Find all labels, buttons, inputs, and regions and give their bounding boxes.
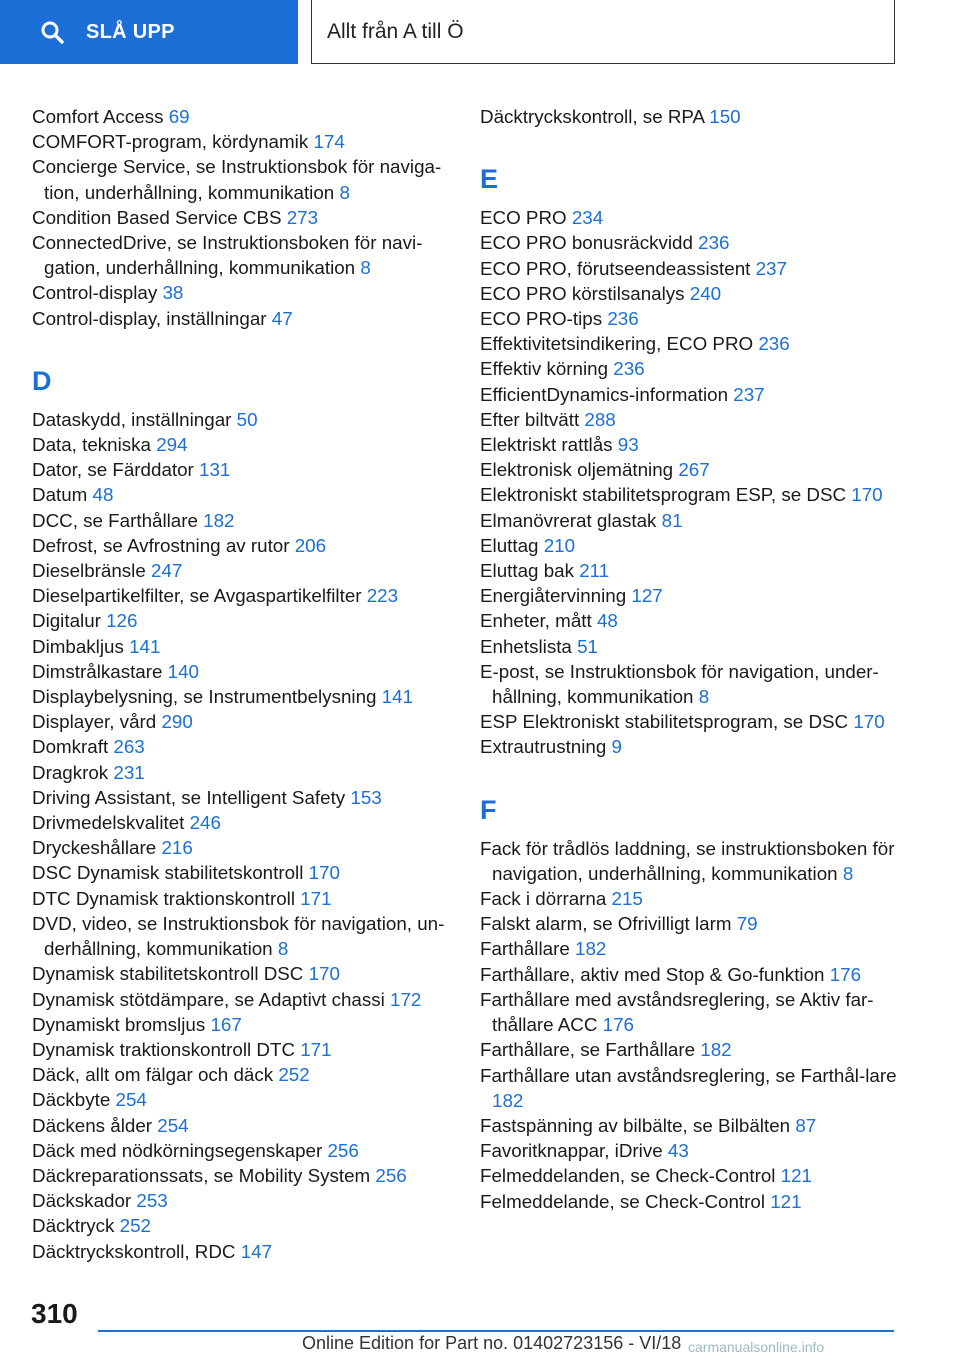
index-entry	[480, 1163, 900, 1188]
index-entry	[32, 432, 452, 457]
index-entry	[480, 281, 900, 306]
page-link[interactable]: 236	[758, 333, 790, 355]
index-entry	[480, 331, 900, 356]
index-entry	[480, 256, 900, 281]
page-link[interactable]: 79	[736, 913, 758, 935]
index-entry-text: Däcktryck	[32, 1215, 120, 1237]
index-entry-text: Elmanövrerat glastak	[480, 509, 662, 531]
index-entry-text: DSC Dynamisk stabilitetskontroll	[32, 862, 309, 884]
page-link[interactable]: 236	[698, 232, 730, 254]
page-link[interactable]: 50	[236, 408, 258, 430]
index-entry	[480, 457, 900, 482]
page-link[interactable]: 170	[853, 711, 885, 733]
page-link[interactable]: 182	[575, 938, 607, 960]
page-link[interactable]: 211	[579, 560, 610, 582]
index-entry	[32, 205, 452, 230]
page-link[interactable]: 121	[780, 1165, 812, 1187]
page-link[interactable]: 246	[189, 812, 221, 834]
page-link[interactable]: 237	[733, 383, 765, 405]
index-entry	[32, 154, 452, 204]
index-entry-text: Dryckeshållare	[32, 837, 162, 859]
index-entry	[32, 860, 452, 885]
index-entry-text: Falskt alarm, se Ofrivilligt larm	[480, 913, 737, 935]
page-link[interactable]: 127	[631, 585, 663, 607]
page-link[interactable]: 171	[300, 887, 332, 909]
index-entry	[32, 810, 452, 835]
index-entry-text: Däckbyte	[32, 1089, 116, 1111]
index-entry-text: Favoritknappar, iDrive	[480, 1140, 668, 1162]
page-link[interactable]: 174	[313, 131, 345, 153]
index-entry	[32, 734, 452, 759]
index-entry-text: Dimstrålkastare	[32, 660, 168, 682]
index-entry	[480, 205, 900, 230]
page-link[interactable]: 48	[92, 484, 114, 506]
index-entry	[480, 306, 900, 331]
index-entry	[32, 961, 452, 986]
index-entry	[32, 558, 452, 583]
page-link[interactable]: 290	[161, 711, 193, 733]
index-entry-text: Däcktryckskontroll, se RPA	[480, 106, 710, 127]
page-link[interactable]: 69	[168, 106, 190, 127]
index-entry	[480, 382, 900, 407]
index-entry-text: Felmeddelanden, se Check-Control	[480, 1165, 781, 1187]
page-link[interactable]: 126	[106, 610, 138, 632]
page-link[interactable]: 93	[617, 434, 639, 456]
watermark: carmanualsonline.info	[688, 1339, 825, 1355]
page-link[interactable]: 254	[157, 1114, 189, 1136]
page-link[interactable]: 216	[161, 837, 193, 859]
index-entry	[32, 482, 452, 507]
index-entry-text: DCC, se Farthållare	[32, 509, 204, 531]
index-entry	[32, 508, 452, 533]
page-link[interactable]: 182	[203, 509, 235, 531]
search-button[interactable]	[0, 0, 298, 64]
page-link[interactable]: 51	[577, 635, 598, 657]
index-entry-text: Displaybelysning, se Instrumentbelysning	[32, 686, 382, 708]
page-link[interactable]: 176	[602, 1014, 634, 1036]
page-link[interactable]: 140	[167, 660, 200, 682]
index-entry	[480, 356, 900, 381]
index-entry-text: Data, tekniska	[32, 434, 157, 456]
index-entry-text: Effektiv körning	[480, 358, 614, 380]
index-entry	[480, 1113, 900, 1138]
index-entry	[480, 634, 900, 659]
index-entry	[480, 533, 900, 558]
index-entry	[32, 785, 452, 810]
page-link[interactable]: 8	[698, 686, 710, 708]
index-entry	[32, 1037, 452, 1062]
index-entry	[32, 280, 452, 305]
index-entry-text: Farthållare, se Farthållare	[480, 1039, 701, 1061]
index-entry	[32, 306, 452, 331]
index-entry	[32, 230, 452, 280]
index-entry-text: Dynamiskt bromsljus	[32, 1013, 211, 1035]
page-link[interactable]: 8	[842, 862, 854, 884]
index-entry-text: DVD, video, se Instruktionsbok för navigation, un-derhållning, kommunikation	[32, 912, 445, 960]
index-entry	[480, 987, 900, 1037]
index-entry-text: ECO PRO, förutseendeassistent	[480, 257, 756, 279]
page-link[interactable]: 253	[136, 1190, 168, 1212]
page-link[interactable]: 273	[286, 206, 319, 228]
index-entry	[480, 659, 900, 709]
index-entry-text: Dynamisk stabilitetskontroll DSC	[32, 963, 309, 985]
page-title: Allt från A till Ö	[311, 0, 895, 64]
index-entry	[32, 583, 452, 608]
index-entry-text: Eluttag bak	[480, 560, 580, 582]
search-icon	[40, 20, 64, 44]
page-link[interactable]: 267	[678, 459, 710, 481]
index-entry-text: Enhetslista	[480, 635, 578, 657]
index-entry	[32, 1239, 452, 1264]
index-entry-text: ConnectedDrive, se Instruktionsboken för navi-gation, underhållning, kommunikation	[32, 232, 423, 279]
page-link[interactable]: 141	[129, 635, 161, 657]
page-link[interactable]: 153	[350, 786, 382, 808]
index-entry-text: Dynamisk stötdämpare, se Adaptivt chassi	[32, 988, 391, 1010]
page-link[interactable]: 236	[607, 308, 639, 330]
index-entry	[480, 1037, 900, 1062]
index-entry	[32, 1138, 452, 1163]
index-entry	[480, 911, 900, 936]
index-entry	[32, 659, 452, 684]
index-entry-text: COMFORT-program, kördynamik	[32, 131, 314, 153]
index-entry	[32, 1087, 452, 1112]
index-entry	[480, 432, 900, 457]
index-entry-text: Däckreparationssats, se Mobility System	[32, 1164, 376, 1186]
index-entry	[32, 835, 452, 860]
index-entry	[32, 1188, 452, 1213]
page-link[interactable]: 172	[390, 988, 422, 1010]
page-link[interactable]: 170	[308, 963, 340, 985]
page-link[interactable]: 252	[278, 1064, 310, 1086]
index-entry	[32, 104, 452, 129]
page-link[interactable]: 9	[611, 736, 622, 758]
index-entry	[480, 230, 900, 255]
index-entry-text: Däck, allt om fälgar och däck	[32, 1064, 279, 1086]
page-link[interactable]: 240	[689, 282, 722, 304]
index-entry	[480, 886, 900, 911]
index-entry	[32, 407, 452, 432]
section-letter: F	[480, 794, 497, 825]
index-entry-text: Elektroniskt stabilitetsprogram ESP, se DSC	[480, 484, 852, 506]
page-link[interactable]: 215	[611, 888, 643, 910]
page-link[interactable]: 171	[300, 1038, 332, 1060]
index-entry	[32, 1163, 452, 1188]
index-entry-text: Däckskador	[32, 1190, 137, 1212]
page-link[interactable]: 210	[543, 534, 576, 556]
page-link[interactable]: 182	[700, 1039, 732, 1061]
index-entry	[32, 1062, 452, 1087]
index-entry-text: Dynamisk traktionskontroll DTC	[32, 1038, 301, 1060]
index-entry	[480, 583, 900, 608]
index-entry	[32, 886, 452, 911]
index-entry-text: Domkraft	[32, 736, 114, 758]
index-entry	[480, 1138, 900, 1163]
index-entry-text: Extrautrustning	[480, 736, 612, 758]
index-entry	[32, 1213, 452, 1238]
page-link[interactable]: 256	[327, 1139, 359, 1161]
page-link[interactable]: 182	[492, 1089, 524, 1111]
section-letter: D	[32, 365, 52, 396]
index-entry	[32, 684, 452, 709]
page-link[interactable]: 150	[709, 106, 741, 127]
page-link[interactable]: 147	[240, 1240, 273, 1262]
index-entry	[32, 911, 452, 961]
page-link[interactable]: 121	[770, 1190, 802, 1212]
index-entry-text: Elektronisk oljemätning	[480, 459, 679, 481]
index-entry	[480, 558, 900, 583]
index-entry-text: Effektivitetsindikering, ECO PRO	[480, 333, 759, 355]
page-link[interactable]: 237	[755, 257, 787, 279]
index-entry-text: EfficientDynamics-information	[480, 383, 734, 405]
index-entry	[32, 457, 452, 482]
index-entry-text: Control-display, inställningar	[32, 307, 272, 329]
index-entry	[480, 936, 900, 961]
index-entry	[32, 129, 452, 154]
index-entry-text: Dieselpartikelfilter, se Avgaspartikelfilter	[32, 585, 367, 607]
page-link[interactable]: 47	[271, 307, 293, 329]
index-entry-text: ECO PRO körstilsanalys	[480, 282, 690, 304]
index-entry-text: E-post, se Instruktionsbok för navigation, under-hållning, kommunikation	[480, 660, 879, 708]
index-entry-text: ECO PRO bonusräckvidd	[480, 232, 699, 254]
page-link[interactable]: 87	[795, 1114, 817, 1136]
page-link[interactable]: 234	[571, 207, 604, 229]
index-entry-text: Däcktryckskontroll, RDC	[32, 1240, 241, 1262]
page-link[interactable]: 8	[339, 181, 350, 203]
index-entry	[480, 482, 900, 507]
index-entry-text: Fack för trådlös laddning, se instruktionsboken för navigation, underhållning, kommunikation	[480, 837, 895, 884]
index-entry-text: Farthållare med avståndsreglering, se Aktiv far-thållare ACC	[480, 988, 874, 1036]
index-entry-text: Efter biltvätt	[480, 408, 585, 430]
footer-edition: Online Edition for Part no. 01402723156 - VI/18	[302, 1333, 682, 1353]
page-link[interactable]: 167	[210, 1013, 242, 1035]
page-link[interactable]: 8	[360, 257, 371, 279]
page-link[interactable]: 141	[381, 686, 414, 708]
index-entry-text: Comfort Access	[32, 106, 169, 127]
index-entry-text: Fack i dörrarna	[480, 888, 612, 910]
page-link[interactable]: 176	[829, 963, 862, 985]
index-entry	[480, 962, 900, 987]
page-link[interactable]: 206	[294, 534, 327, 556]
index-entry	[32, 709, 452, 734]
index-entry	[32, 987, 452, 1012]
page-link[interactable]: 247	[151, 560, 183, 582]
index-entry-text: Control-display	[32, 282, 163, 304]
index-entry-text: Dimbakljus	[32, 635, 130, 657]
index-entry	[480, 836, 900, 886]
index-entry-text: Drivmedelskvalitet	[32, 812, 190, 834]
index-entry-text: Condition Based Service CBS	[32, 206, 287, 228]
index-entry-text: Energiåtervinning	[480, 585, 632, 607]
page-link[interactable]: 48	[596, 610, 618, 632]
index-entry-text: DTC Dynamisk traktionskontroll	[32, 887, 301, 909]
index-column-right	[480, 104, 900, 1214]
index-entry	[32, 634, 452, 659]
index-entry-text: Farthållare utan avståndsreglering, se Farthål-lare	[480, 1064, 897, 1086]
page-link[interactable]: 252	[119, 1215, 151, 1237]
index-entry-text: Dataskydd, inställningar	[32, 408, 237, 430]
index-entry	[480, 1063, 900, 1113]
page-link[interactable]: 170	[851, 484, 883, 506]
index-entry-text: ECO PRO-tips	[480, 308, 608, 330]
index-entry	[480, 1189, 900, 1214]
index-entry	[32, 1012, 452, 1037]
index-entry	[32, 608, 452, 633]
page-link[interactable]: 170	[308, 862, 340, 884]
index-entry	[480, 608, 900, 633]
page-link[interactable]: 81	[661, 509, 683, 531]
index-column-left	[32, 104, 452, 1264]
page-link[interactable]: 43	[667, 1140, 689, 1162]
page-link[interactable]: 131	[199, 459, 231, 481]
page-link[interactable]: 236	[613, 358, 645, 380]
page-link[interactable]: 223	[366, 585, 399, 607]
page-link[interactable]: 256	[375, 1164, 407, 1186]
index-entry-text: Eluttag	[480, 534, 544, 556]
page-link[interactable]: 38	[162, 282, 184, 304]
index-entry-text: Elektriskt rattlås	[480, 434, 618, 456]
page-link[interactable]: 254	[115, 1089, 147, 1111]
index-entry	[480, 407, 900, 432]
index-entry-text: Driving Assistant, se Intelligent Safety	[32, 786, 351, 808]
page-link[interactable]: 8	[277, 938, 289, 960]
index-entry-text: Defrost, se Avfrostning av rutor	[32, 534, 295, 556]
page-link[interactable]: 231	[113, 761, 145, 783]
index-entry-text: Felmeddelande, se Check-Control	[480, 1190, 771, 1212]
index-entry	[480, 709, 900, 734]
index-entry-text: Dragkrok	[32, 761, 114, 783]
index-entry-text: ESP Elektroniskt stabilitetsprogram, se DSC	[480, 711, 854, 733]
index-entry-text: Enheter, mått	[480, 610, 597, 632]
search-button-label: SLÅ UPP	[86, 20, 175, 43]
index-entry-text: Fastspänning av bilbälte, se Bilbälten	[480, 1114, 796, 1136]
index-entry-text: ECO PRO	[480, 207, 572, 229]
index-entry-text: Datum	[32, 484, 93, 506]
page-link[interactable]: 263	[113, 736, 145, 758]
index-entry-text: Dator, se Färddator	[32, 459, 200, 481]
index-entry-text: Concierge Service, se Instruktionsbok för naviga-tion, underhållning, kommunikation	[32, 156, 442, 203]
index-entry-text: Farthållare, aktiv med Stop & Go-funktion	[480, 963, 830, 985]
index-entry-text: Däckens ålder	[32, 1114, 158, 1136]
page-number: 310	[31, 1298, 78, 1329]
index-entry-text: Displayer, vård	[32, 711, 162, 733]
section-letter: E	[480, 164, 499, 195]
footer-divider	[98, 1330, 894, 1332]
index-entry-text: Farthållare	[480, 938, 575, 960]
index-entry	[480, 734, 900, 759]
index-entry-text: Dieselbränsle	[32, 560, 152, 582]
index-entry	[480, 104, 900, 129]
index-entry-text: Digitalur	[32, 610, 107, 632]
index-entry	[32, 533, 452, 558]
index-entry	[32, 760, 452, 785]
index-entry	[480, 508, 900, 533]
page-link[interactable]: 294	[156, 434, 188, 456]
index-entry	[32, 1113, 452, 1138]
page-link[interactable]: 288	[584, 408, 616, 430]
index-entry-text: Däck med nödkörningsegenskaper	[32, 1139, 328, 1161]
